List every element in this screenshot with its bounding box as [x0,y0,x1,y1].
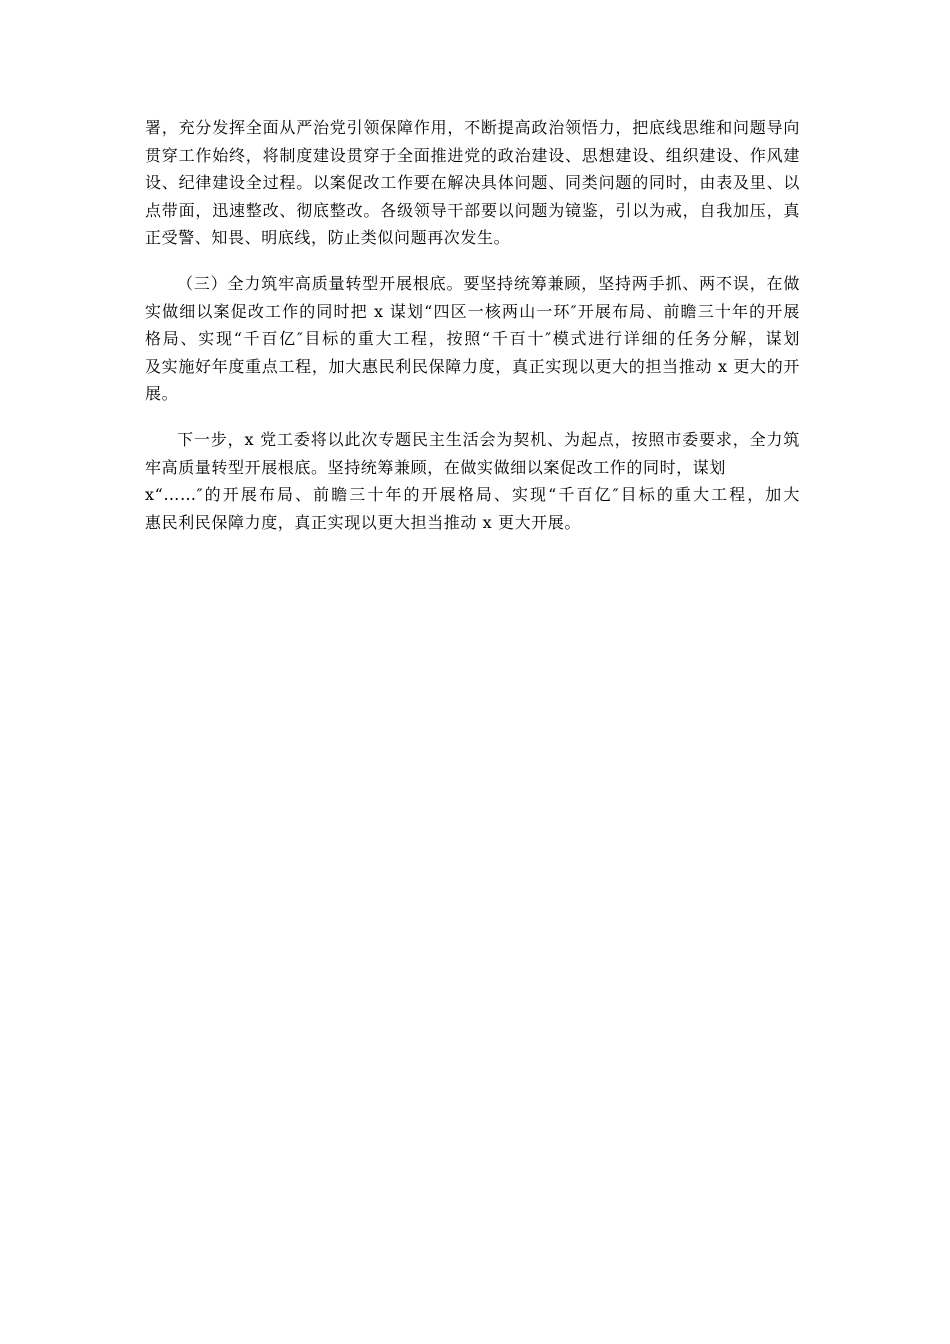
text-line: 及实施好年度重点工程，加大惠民利民保障力度，真正实现以更大的担当推动 x 更大的开 [145,356,800,376]
text-line: （三）全力筑牢高质量转型开展根底。要坚持统筹兼顾，坚持两手抓、两不误，在做 [177,273,800,293]
text-line: 展。 [145,384,179,404]
text-line: x“……″的开展布局、前瞻三十年的开展格局、实现“千百亿″目标的重大工程，加大 [145,485,800,505]
text-line: 署，充分发挥全面从严治党引领保障作用，不断提高政治领悟力，把底线思维和问题导向 [145,118,800,137]
text-line: 实做细以案促改工作的同时把 x 谋划“四区一核两山一环″开展布局、前瞻三十年的开展 [145,301,800,321]
text-line: 贯穿工作始终，将制度建设贯穿于全面推进党的政治建设、思想建设、组织建设、作风建 [145,145,800,165]
text-line: 下一步，x 党工委将以此次专题民主生活会为契机、为起点，按照市委要求，全力筑 [177,429,800,449]
document-body [145,114,800,536]
text-line: 正受警、知畏、明底线，防止类似问题再次发生。 [145,228,511,248]
paragraph-1 [145,114,800,252]
text-line: 牢高质量转型开展根底。坚持统筹兼顾，在做实做细以案促改工作的同时，谋划 [145,457,727,477]
text-line: 点带面，迅速整改、彻底整改。各级领导干部要以问题为镜鉴，引以为戒，自我加压，真 [145,200,800,220]
text-line: 设、纪律建设全过程。以案促改工作要在解决具体问题、同类问题的同时，由表及里、以 [145,173,800,193]
paragraph-2 [145,270,800,408]
text-line: 惠民利民保障力度，真正实现以更大担当推动 x 更大开展。 [145,512,581,532]
paragraph-3 [145,426,800,536]
text-line: 格局、实现“千百亿″目标的重大工程，按照“千百十″模式进行详细的任务分解，谋划 [145,329,800,349]
